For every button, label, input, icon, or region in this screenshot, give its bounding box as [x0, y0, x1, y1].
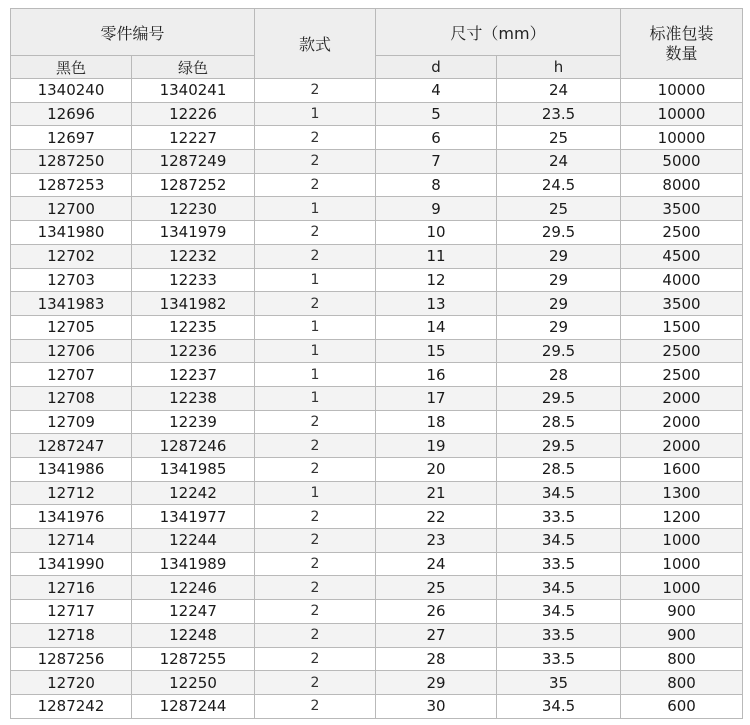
black-part-number-cell: 12706: [11, 339, 132, 363]
table-row: [11, 173, 743, 197]
size-header: 尺寸（mm）: [376, 9, 621, 56]
black-part-number-cell: 12716: [11, 576, 132, 600]
d-cell: 11: [376, 244, 497, 268]
style-cell: 2: [255, 529, 376, 553]
black-part-number-cell: 12709: [11, 410, 132, 434]
green-part-number-cell: 12235: [132, 315, 255, 339]
d-cell: 22: [376, 505, 497, 529]
d-cell: 9: [376, 197, 497, 221]
black-part-number-cell: 12714: [11, 529, 132, 553]
green-part-number-cell: 1287252: [132, 173, 255, 197]
green-part-number-cell: 12246: [132, 576, 255, 600]
green-part-number-cell: 1287244: [132, 694, 255, 718]
green-part-number-cell: 1341985: [132, 458, 255, 482]
h-cell: 29: [497, 268, 621, 292]
black-part-number-cell: 12705: [11, 315, 132, 339]
table-row: [11, 79, 743, 103]
style-cell: 2: [255, 623, 376, 647]
black-part-number-cell: 1287247: [11, 434, 132, 458]
package-qty-line1: 标准包装: [649, 23, 714, 43]
package-qty-cell: 10000: [621, 102, 743, 126]
black-part-number-cell: 1341986: [11, 458, 132, 482]
green-part-number-cell: 12247: [132, 600, 255, 624]
black-part-number-cell: 12707: [11, 363, 132, 387]
table-row: [11, 339, 743, 363]
green-part-number-cell: 12248: [132, 623, 255, 647]
package-qty-header: [621, 9, 743, 79]
black-part-number-cell: 12703: [11, 268, 132, 292]
package-qty-cell: 900: [621, 623, 743, 647]
d-cell: 6: [376, 126, 497, 150]
table-row: [11, 363, 743, 387]
d-cell: 13: [376, 292, 497, 316]
style-cell: 1: [255, 386, 376, 410]
black-part-number-cell: 12712: [11, 481, 132, 505]
style-cell: 1: [255, 268, 376, 292]
black-part-number-cell: 1341976: [11, 505, 132, 529]
green-part-number-cell: 12244: [132, 529, 255, 553]
table-row: [11, 244, 743, 268]
black-part-number-cell: 12697: [11, 126, 132, 150]
d-cell: 12: [376, 268, 497, 292]
d-cell: 30: [376, 694, 497, 718]
d-cell: 14: [376, 315, 497, 339]
d-cell: 8: [376, 173, 497, 197]
h-cell: 34.5: [497, 694, 621, 718]
style-cell: 2: [255, 244, 376, 268]
h-cell: 25: [497, 126, 621, 150]
h-cell: 33.5: [497, 623, 621, 647]
package-qty-cell: 10000: [621, 79, 743, 103]
table-row: [11, 481, 743, 505]
package-qty-cell: 3500: [621, 197, 743, 221]
table-row: [11, 623, 743, 647]
d-header: d: [376, 56, 497, 79]
green-part-number-cell: 1340241: [132, 79, 255, 103]
black-part-number-cell: 12702: [11, 244, 132, 268]
green-part-number-cell: 12238: [132, 386, 255, 410]
table-row: [11, 197, 743, 221]
green-part-number-cell: 1341977: [132, 505, 255, 529]
green-part-number-cell: 1341979: [132, 221, 255, 245]
package-qty-cell: 4500: [621, 244, 743, 268]
style-cell: 2: [255, 410, 376, 434]
d-cell: 4: [376, 79, 497, 103]
green-part-number-cell: 12230: [132, 197, 255, 221]
style-cell: 2: [255, 458, 376, 482]
black-part-number-cell: 12718: [11, 623, 132, 647]
black-part-number-cell: 12696: [11, 102, 132, 126]
h-cell: 29.5: [497, 221, 621, 245]
table-row: [11, 694, 743, 718]
style-cell: 2: [255, 150, 376, 174]
green-part-number-cell: 12242: [132, 481, 255, 505]
style-cell: 2: [255, 552, 376, 576]
package-qty-cell: 1200: [621, 505, 743, 529]
style-cell: 2: [255, 671, 376, 695]
d-cell: 21: [376, 481, 497, 505]
table-row: [11, 410, 743, 434]
h-cell: 28.5: [497, 458, 621, 482]
h-cell: 29.5: [497, 386, 621, 410]
d-cell: 7: [376, 150, 497, 174]
d-cell: 5: [376, 102, 497, 126]
package-qty-cell: 900: [621, 600, 743, 624]
package-qty-cell: 1000: [621, 552, 743, 576]
green-part-number-cell: 1287246: [132, 434, 255, 458]
package-qty-cell: 2500: [621, 363, 743, 387]
black-part-number-cell: 12717: [11, 600, 132, 624]
green-part-number-cell: 12233: [132, 268, 255, 292]
green-part-number-cell: 12236: [132, 339, 255, 363]
style-cell: 1: [255, 197, 376, 221]
d-cell: 20: [376, 458, 497, 482]
h-cell: 24: [497, 150, 621, 174]
style-cell: 1: [255, 481, 376, 505]
h-cell: 23.5: [497, 102, 621, 126]
table-row: [11, 434, 743, 458]
green-part-number-cell: 1341982: [132, 292, 255, 316]
h-cell: 34.5: [497, 529, 621, 553]
table-row: [11, 600, 743, 624]
table-row: [11, 386, 743, 410]
black-part-number-cell: 1341980: [11, 221, 132, 245]
h-cell: 33.5: [497, 505, 621, 529]
h-cell: 24: [497, 79, 621, 103]
black-part-number-cell: 12700: [11, 197, 132, 221]
package-qty-cell: 10000: [621, 126, 743, 150]
table-row: [11, 458, 743, 482]
style-cell: 2: [255, 505, 376, 529]
table-row: [11, 505, 743, 529]
h-header: h: [497, 56, 621, 79]
black-part-number-cell: 1287242: [11, 694, 132, 718]
d-cell: 23: [376, 529, 497, 553]
style-cell: 1: [255, 363, 376, 387]
d-cell: 27: [376, 623, 497, 647]
green-part-number-cell: 12227: [132, 126, 255, 150]
h-cell: 28.5: [497, 410, 621, 434]
black-header: 黑色: [11, 56, 132, 79]
green-part-number-cell: 12226: [132, 102, 255, 126]
d-cell: 18: [376, 410, 497, 434]
h-cell: 34.5: [497, 481, 621, 505]
style-cell: 2: [255, 126, 376, 150]
table-row: [11, 268, 743, 292]
green-part-number-cell: 12239: [132, 410, 255, 434]
h-cell: 29: [497, 315, 621, 339]
table-row: [11, 126, 743, 150]
style-header: 款式: [255, 9, 376, 79]
style-cell: 2: [255, 647, 376, 671]
h-cell: 34.5: [497, 576, 621, 600]
style-cell: 2: [255, 694, 376, 718]
table-row: [11, 576, 743, 600]
table-row: [11, 671, 743, 695]
black-part-number-cell: 1341983: [11, 292, 132, 316]
h-cell: 29: [497, 244, 621, 268]
style-cell: 2: [255, 292, 376, 316]
h-cell: 33.5: [497, 552, 621, 576]
package-qty-cell: 2000: [621, 410, 743, 434]
h-cell: 24.5: [497, 173, 621, 197]
package-qty-line2: 数量: [665, 43, 698, 63]
d-cell: 10: [376, 221, 497, 245]
h-cell: 25: [497, 197, 621, 221]
package-qty-cell: 4000: [621, 268, 743, 292]
package-qty-cell: 800: [621, 671, 743, 695]
style-cell: 2: [255, 600, 376, 624]
style-cell: 2: [255, 576, 376, 600]
green-part-number-cell: 12232: [132, 244, 255, 268]
green-part-number-cell: 1287255: [132, 647, 255, 671]
table-header: [11, 9, 743, 79]
table-row: [11, 221, 743, 245]
style-cell: 2: [255, 173, 376, 197]
green-header: 绿色: [132, 56, 255, 79]
package-qty-cell: 3500: [621, 292, 743, 316]
package-qty-cell: 600: [621, 694, 743, 718]
h-cell: 33.5: [497, 647, 621, 671]
package-qty-cell: 1000: [621, 576, 743, 600]
package-qty-cell: 1600: [621, 458, 743, 482]
h-cell: 28: [497, 363, 621, 387]
style-cell: 2: [255, 221, 376, 245]
d-cell: 28: [376, 647, 497, 671]
d-cell: 15: [376, 339, 497, 363]
d-cell: 29: [376, 671, 497, 695]
d-cell: 19: [376, 434, 497, 458]
black-part-number-cell: 12720: [11, 671, 132, 695]
table-body: [11, 79, 743, 719]
d-cell: 17: [376, 386, 497, 410]
package-qty-cell: 2500: [621, 339, 743, 363]
package-qty-cell: 2000: [621, 434, 743, 458]
h-cell: 29.5: [497, 339, 621, 363]
style-cell: 2: [255, 79, 376, 103]
package-qty-cell: 1300: [621, 481, 743, 505]
style-cell: 2: [255, 434, 376, 458]
h-cell: 29: [497, 292, 621, 316]
d-cell: 26: [376, 600, 497, 624]
package-qty-cell: 800: [621, 647, 743, 671]
black-part-number-cell: 12708: [11, 386, 132, 410]
d-cell: 24: [376, 552, 497, 576]
package-qty-cell: 2500: [621, 221, 743, 245]
part-number-header: 零件编号: [11, 9, 255, 56]
d-cell: 25: [376, 576, 497, 600]
black-part-number-cell: 1340240: [11, 79, 132, 103]
h-cell: 29.5: [497, 434, 621, 458]
package-qty-cell: 1500: [621, 315, 743, 339]
style-cell: 1: [255, 339, 376, 363]
black-part-number-cell: 1287253: [11, 173, 132, 197]
package-qty-cell: 2000: [621, 386, 743, 410]
table-row: [11, 647, 743, 671]
green-part-number-cell: 1341989: [132, 552, 255, 576]
table-row: [11, 102, 743, 126]
package-qty-cell: 5000: [621, 150, 743, 174]
table-row: [11, 292, 743, 316]
green-part-number-cell: 12237: [132, 363, 255, 387]
style-cell: 1: [255, 102, 376, 126]
package-qty-cell: 1000: [621, 529, 743, 553]
style-cell: 1: [255, 315, 376, 339]
table-row: [11, 315, 743, 339]
green-part-number-cell: 12250: [132, 671, 255, 695]
package-qty-cell: 8000: [621, 173, 743, 197]
black-part-number-cell: 1287250: [11, 150, 132, 174]
d-cell: 16: [376, 363, 497, 387]
black-part-number-cell: 1341990: [11, 552, 132, 576]
h-cell: 34.5: [497, 600, 621, 624]
h-cell: 35: [497, 671, 621, 695]
table-row: [11, 529, 743, 553]
table-row: [11, 150, 743, 174]
spec-table: [10, 8, 743, 719]
green-part-number-cell: 1287249: [132, 150, 255, 174]
black-part-number-cell: 1287256: [11, 647, 132, 671]
table-row: [11, 552, 743, 576]
